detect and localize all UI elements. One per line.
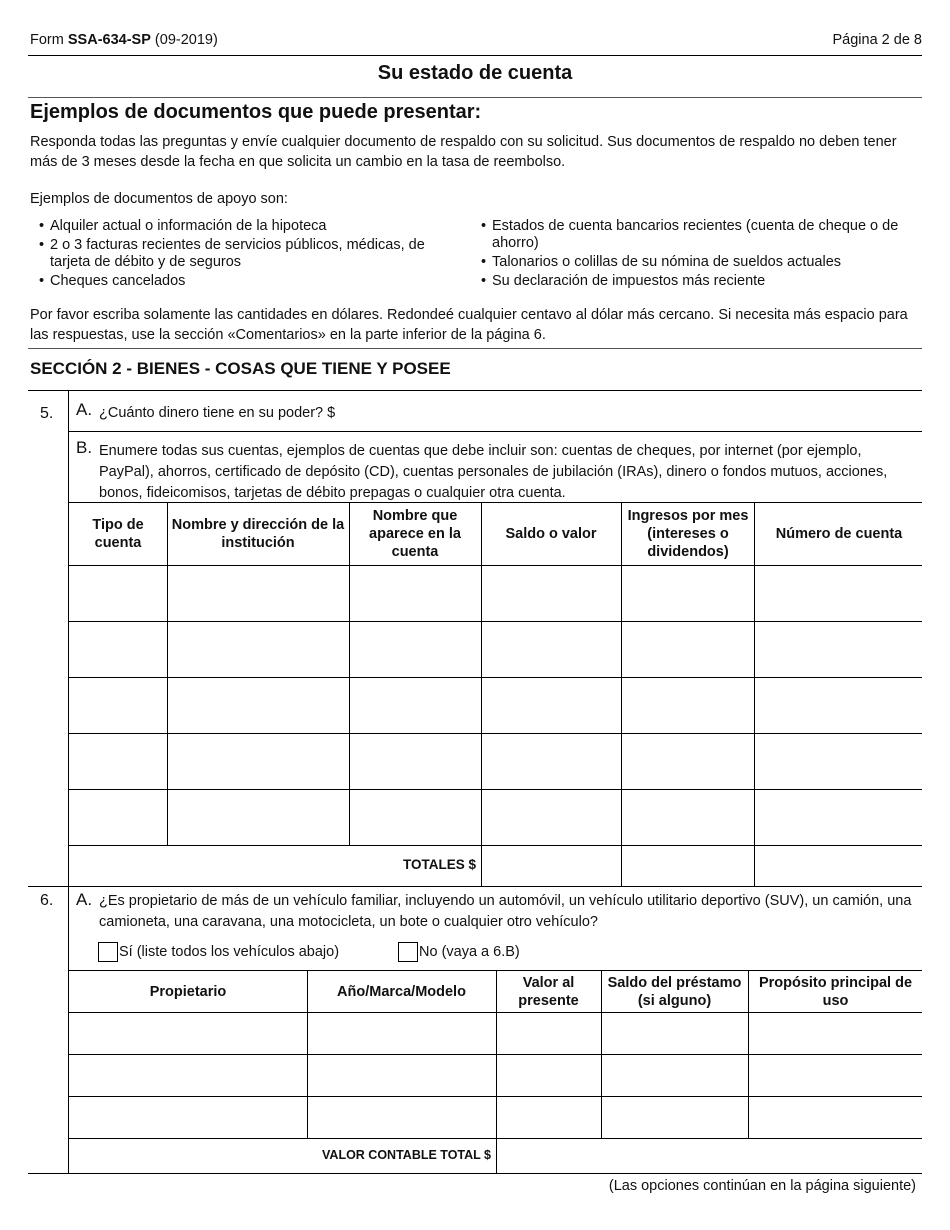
row-rule	[68, 431, 922, 432]
question-6-number: 6.	[40, 892, 54, 909]
question-5-number: 5.	[40, 405, 54, 422]
col-header-loan-balance: Saldo del préstamo (si alguno)	[607, 974, 742, 1009]
yes-checkbox[interactable]	[98, 942, 118, 962]
dollar-note: Por favor escriba solamente las cantidades en dólares. Redondeé cualquier centavo al dólar más cercano. Si necesita más espacio para las respuestas, use la sección «Comentarios» en la parte inferior de la página 6.	[30, 307, 908, 343]
col-header-institution: Nombre y dirección de la institución	[171, 517, 345, 551]
bullet-item: • 2 o 3 facturas recientes de servicios públicos, médicas, de tarjeta de débito y de seguros	[30, 237, 450, 271]
bullet-item: • Talonarios o colillas de su nómina de sueldos actuales	[472, 254, 922, 271]
no-checkbox-label: No (vaya a 6.B)	[419, 944, 520, 960]
bullet-item: • Cheques cancelados	[30, 273, 450, 290]
section-frame-top	[28, 390, 922, 391]
form-header	[28, 32, 922, 56]
vehicle-entry-row[interactable]	[69, 1097, 922, 1138]
vehicle-total-label: VALOR CONTABLE TOTAL $	[322, 1148, 491, 1162]
left-bullet-list	[30, 218, 450, 292]
no-checkbox[interactable]	[398, 942, 418, 962]
bullet-item: • Estados de cuenta bancarios recientes (cuenta de cheque o de ahorro)	[472, 218, 922, 252]
form-prefix: Form	[30, 32, 64, 48]
page-title: Su estado de cuenta	[377, 62, 573, 84]
vehicle-total-field[interactable]	[497, 1139, 922, 1173]
col-header-year-make-model: Año/Marca/Modelo	[337, 983, 466, 1000]
col-header-primary-use: Propósito principal de uso	[758, 974, 913, 1009]
yes-checkbox-label: Sí (liste todos los vehículos abajo)	[119, 944, 340, 960]
accounts-entry-row[interactable]	[69, 790, 922, 845]
section-2-title: SECCIÓN 2 - BIENES - COSAS QUE TIENE Y POSEE	[30, 359, 451, 378]
section-rule	[28, 348, 922, 349]
cash-on-hand-field[interactable]	[370, 398, 920, 428]
col-header-account-type: Tipo de cuenta	[92, 517, 144, 551]
accounts-totals-label: TOTALES $	[402, 857, 476, 872]
col-header-account-name: Nombre que aparece en la cuenta	[369, 508, 461, 560]
vehicle-entry-row[interactable]	[69, 1013, 922, 1054]
accounts-entry-row[interactable]	[69, 734, 922, 789]
col-header-monthly-income: Ingresos por mes (intereses o dividendos)	[627, 508, 749, 560]
bullet-item: • Alquiler actual o información de la hipoteca	[30, 218, 450, 235]
right-bullet-list	[472, 218, 922, 292]
accounts-entry-row[interactable]	[69, 622, 922, 677]
form-date: (09-2019)	[154, 32, 218, 48]
accounts-entry-row[interactable]	[69, 678, 922, 733]
col-header-balance: Saldo o valor	[505, 526, 597, 542]
examples-lead: Ejemplos de documentos de apoyo son:	[30, 191, 288, 207]
examples-heading: Ejemplos de documentos que puede presentar:	[30, 101, 482, 123]
bullet-item: • Su declaración de impuestos más reciente	[472, 273, 922, 290]
question-6a-text: ¿Es propietario de más de un vehículo familiar, incluyendo un automóvil, un vehículo utilitario deportivo (SUV), un camión, una camioneta, una caravana, una motocicleta, un bote o cualquier otro vehículo?	[99, 893, 912, 930]
form-id	[30, 32, 218, 48]
col-header-account-number: Número de cuenta	[775, 526, 903, 542]
vehicle-entry-row[interactable]	[69, 1055, 922, 1096]
balance-total-field[interactable]	[482, 846, 621, 886]
title-rule	[28, 97, 922, 98]
form-number: SSA-634-SP	[67, 32, 151, 48]
question-5a-letter: A.	[76, 400, 93, 419]
examples-intro: Responda todas las preguntas y envíe cualquier documento de respaldo con su solicitud. Sus documentos de respaldo no deben tener más de 3 meses desde la fecha en que solicita un cambio en la tasa de reembolso.	[30, 134, 897, 170]
account-number-total-field[interactable]	[755, 846, 922, 886]
continued-note: (Las opciones continúan en la página siguiente)	[608, 1178, 916, 1194]
col-header-owner: Propietario	[149, 983, 227, 1000]
question-5b-letter: B.	[76, 438, 93, 457]
question-5b-text: Enumere todas sus cuentas, ejemplos de cuentas que debe incluir son: cuentas de cheques, por internet (por ejemplo, PayPal), ahorros, certificado de depósito (CD), cuentas personales de jubilación (IRAs), dinero o fondos mutuos, acciones, bonos, fideicomisos, tarjetas de débito prepagas o cualquier otra cuenta.	[99, 443, 888, 501]
accounts-entry-row[interactable]	[69, 566, 922, 621]
question-6a-letter: A.	[76, 890, 93, 909]
page-number: Página 2 de 8	[832, 32, 922, 48]
section-frame-bottom	[28, 1173, 922, 1174]
col-header-present-value: Valor al presente	[518, 974, 579, 1009]
question-5a-text: ¿Cuánto dinero tiene en su poder? $	[99, 405, 336, 421]
question-rule	[28, 886, 922, 887]
income-total-field[interactable]	[622, 846, 754, 886]
